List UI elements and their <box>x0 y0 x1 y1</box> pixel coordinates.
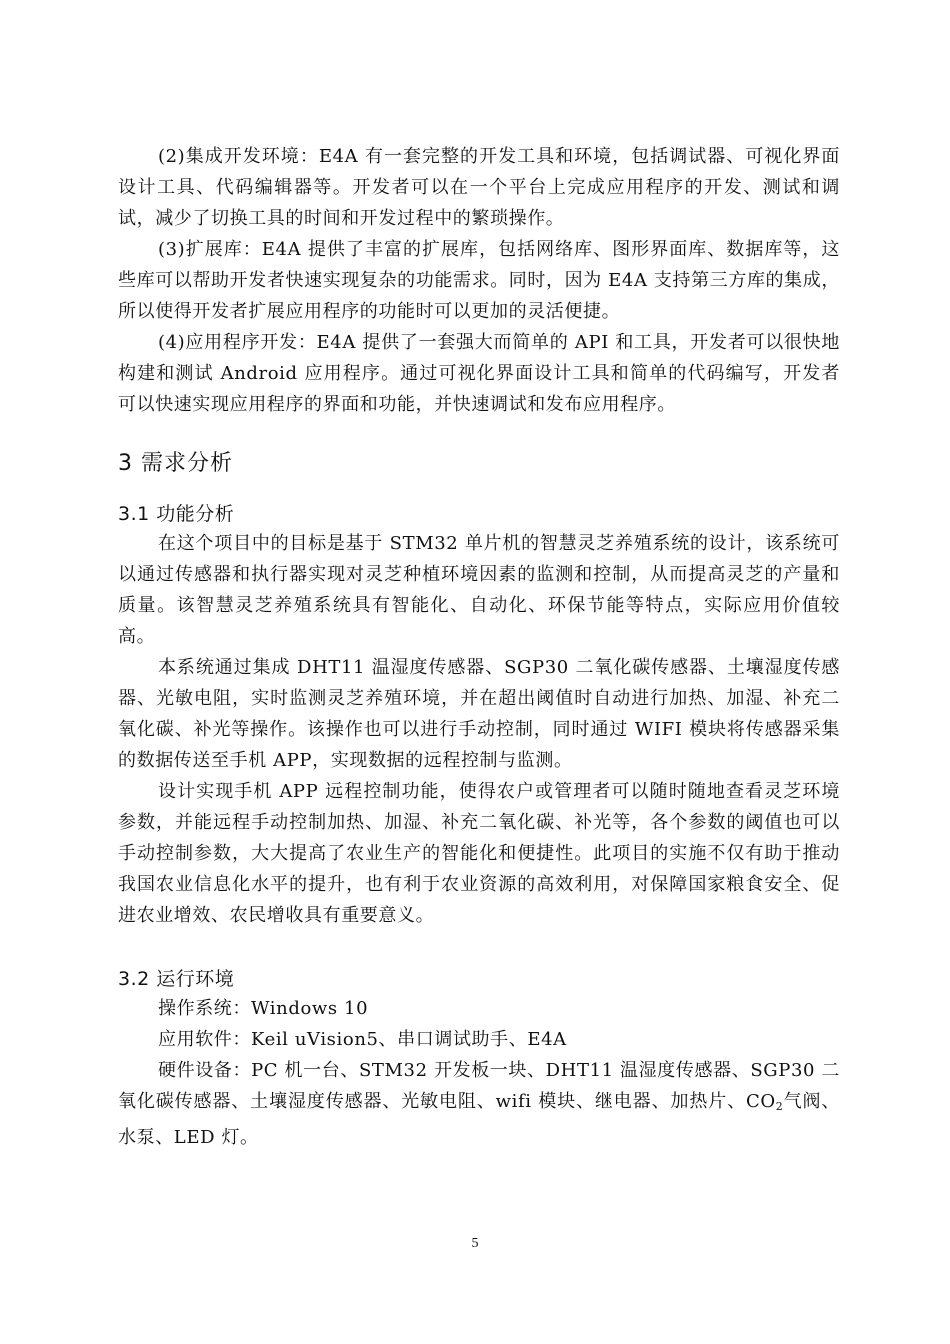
hardware-paragraph <box>118 1055 840 1153</box>
subsection-heading-runtime-env: 3.2 运行环境 <box>118 968 235 990</box>
co2-subscript: 2 <box>775 1100 784 1113</box>
paragraph-ide: (2)集成开发环境：E4A 有一套完整的开发工具和环境，包括调试器、可视化界面设计工具、代码编辑器等。开发者可以在一个平台上完成应用程序的开发、测试和调试，减少了切换工具的时间和开发过程中的繁琐操作。 <box>118 146 840 229</box>
os-line: 操作系统：Windows 10 <box>158 998 369 1019</box>
software-line: 应用软件：Keil uVision5、串口调试助手、E4A <box>158 1029 567 1050</box>
paragraph-system-sensors: 本系统通过集成 DHT11 温湿度传感器、SGP30 二氧化碳传感器、土壤湿度传感器、光敏电阻，实时监测灵芝养殖环境，并在超出阈值时自动进行加热、加湿、补充二氧化碳、补光等操作。该操作也可以进行手动控制，同时通过 WIFI 模块将传感器采集的数据传送至手机 APP，实现数据的远程控制与监测。 <box>118 657 840 771</box>
section-heading-requirements: 3 需求分析 <box>118 451 233 476</box>
paragraph-app-development: (4)应用程序开发：E4A 提供了一套强大而简单的 API 和工具，开发者可以很快地构建和测试 Android 应用程序。通过可视化界面设计工具和简单的代码编写，开发者可以快速实现应用程序的界面和功能，并快速调试和发布应用程序。 <box>118 332 840 415</box>
paragraph-extension-library: (3)扩展库：E4A 提供了丰富的扩展库，包括网络库、图形界面库、数据库等，这些库可以帮助开发者快速实现复杂的功能需求。同时，因为 E4A 支持第三方库的集成，所以使得开发者扩展应用程序的功能时可以更加的灵活便捷。 <box>118 239 840 322</box>
page-number: 5 <box>471 1236 479 1251</box>
paragraph-app-remote-control: 设计实现手机 APP 远程控制功能，使得农户或管理者可以随时随地查看灵芝环境参数，并能远程手动控制加热、加湿、补充二氧化碳、补光等，各个参数的阈值也可以手动控制参数，大大提高了农业生产的智能化和便捷性。此项目的实施不仅有助于推动我国农业信息化水平的提升，也有利于农业资源的高效利用，对保障国家粮食安全、促进农业增效、农民增收具有重要意义。 <box>118 781 840 926</box>
hardware-text-tail: 气阀、水泵、LED 灯。 <box>118 1091 840 1148</box>
hardware-text: 硬件设备：PC 机一台、STM32 开发板一块、DHT11 温湿度传感器、SGP30 二氧化碳传感器、土壤湿度传感器、光敏电阻、wifi 模块、继电器、加热片、CO <box>118 1060 840 1112</box>
paragraph-project-goal: 在这个项目中的目标是基于 STM32 单片机的智慧灵芝养殖系统的设计，该系统可以通过传感器和执行器实现对灵芝种植环境因素的监测和控制，从而提高灵芝的产量和质量。该智慧灵芝养殖系统具有智能化、自动化、环保节能等特点，实际应用价值较高。 <box>118 533 840 647</box>
subsection-heading-function-analysis: 3.1 功能分析 <box>118 503 235 525</box>
